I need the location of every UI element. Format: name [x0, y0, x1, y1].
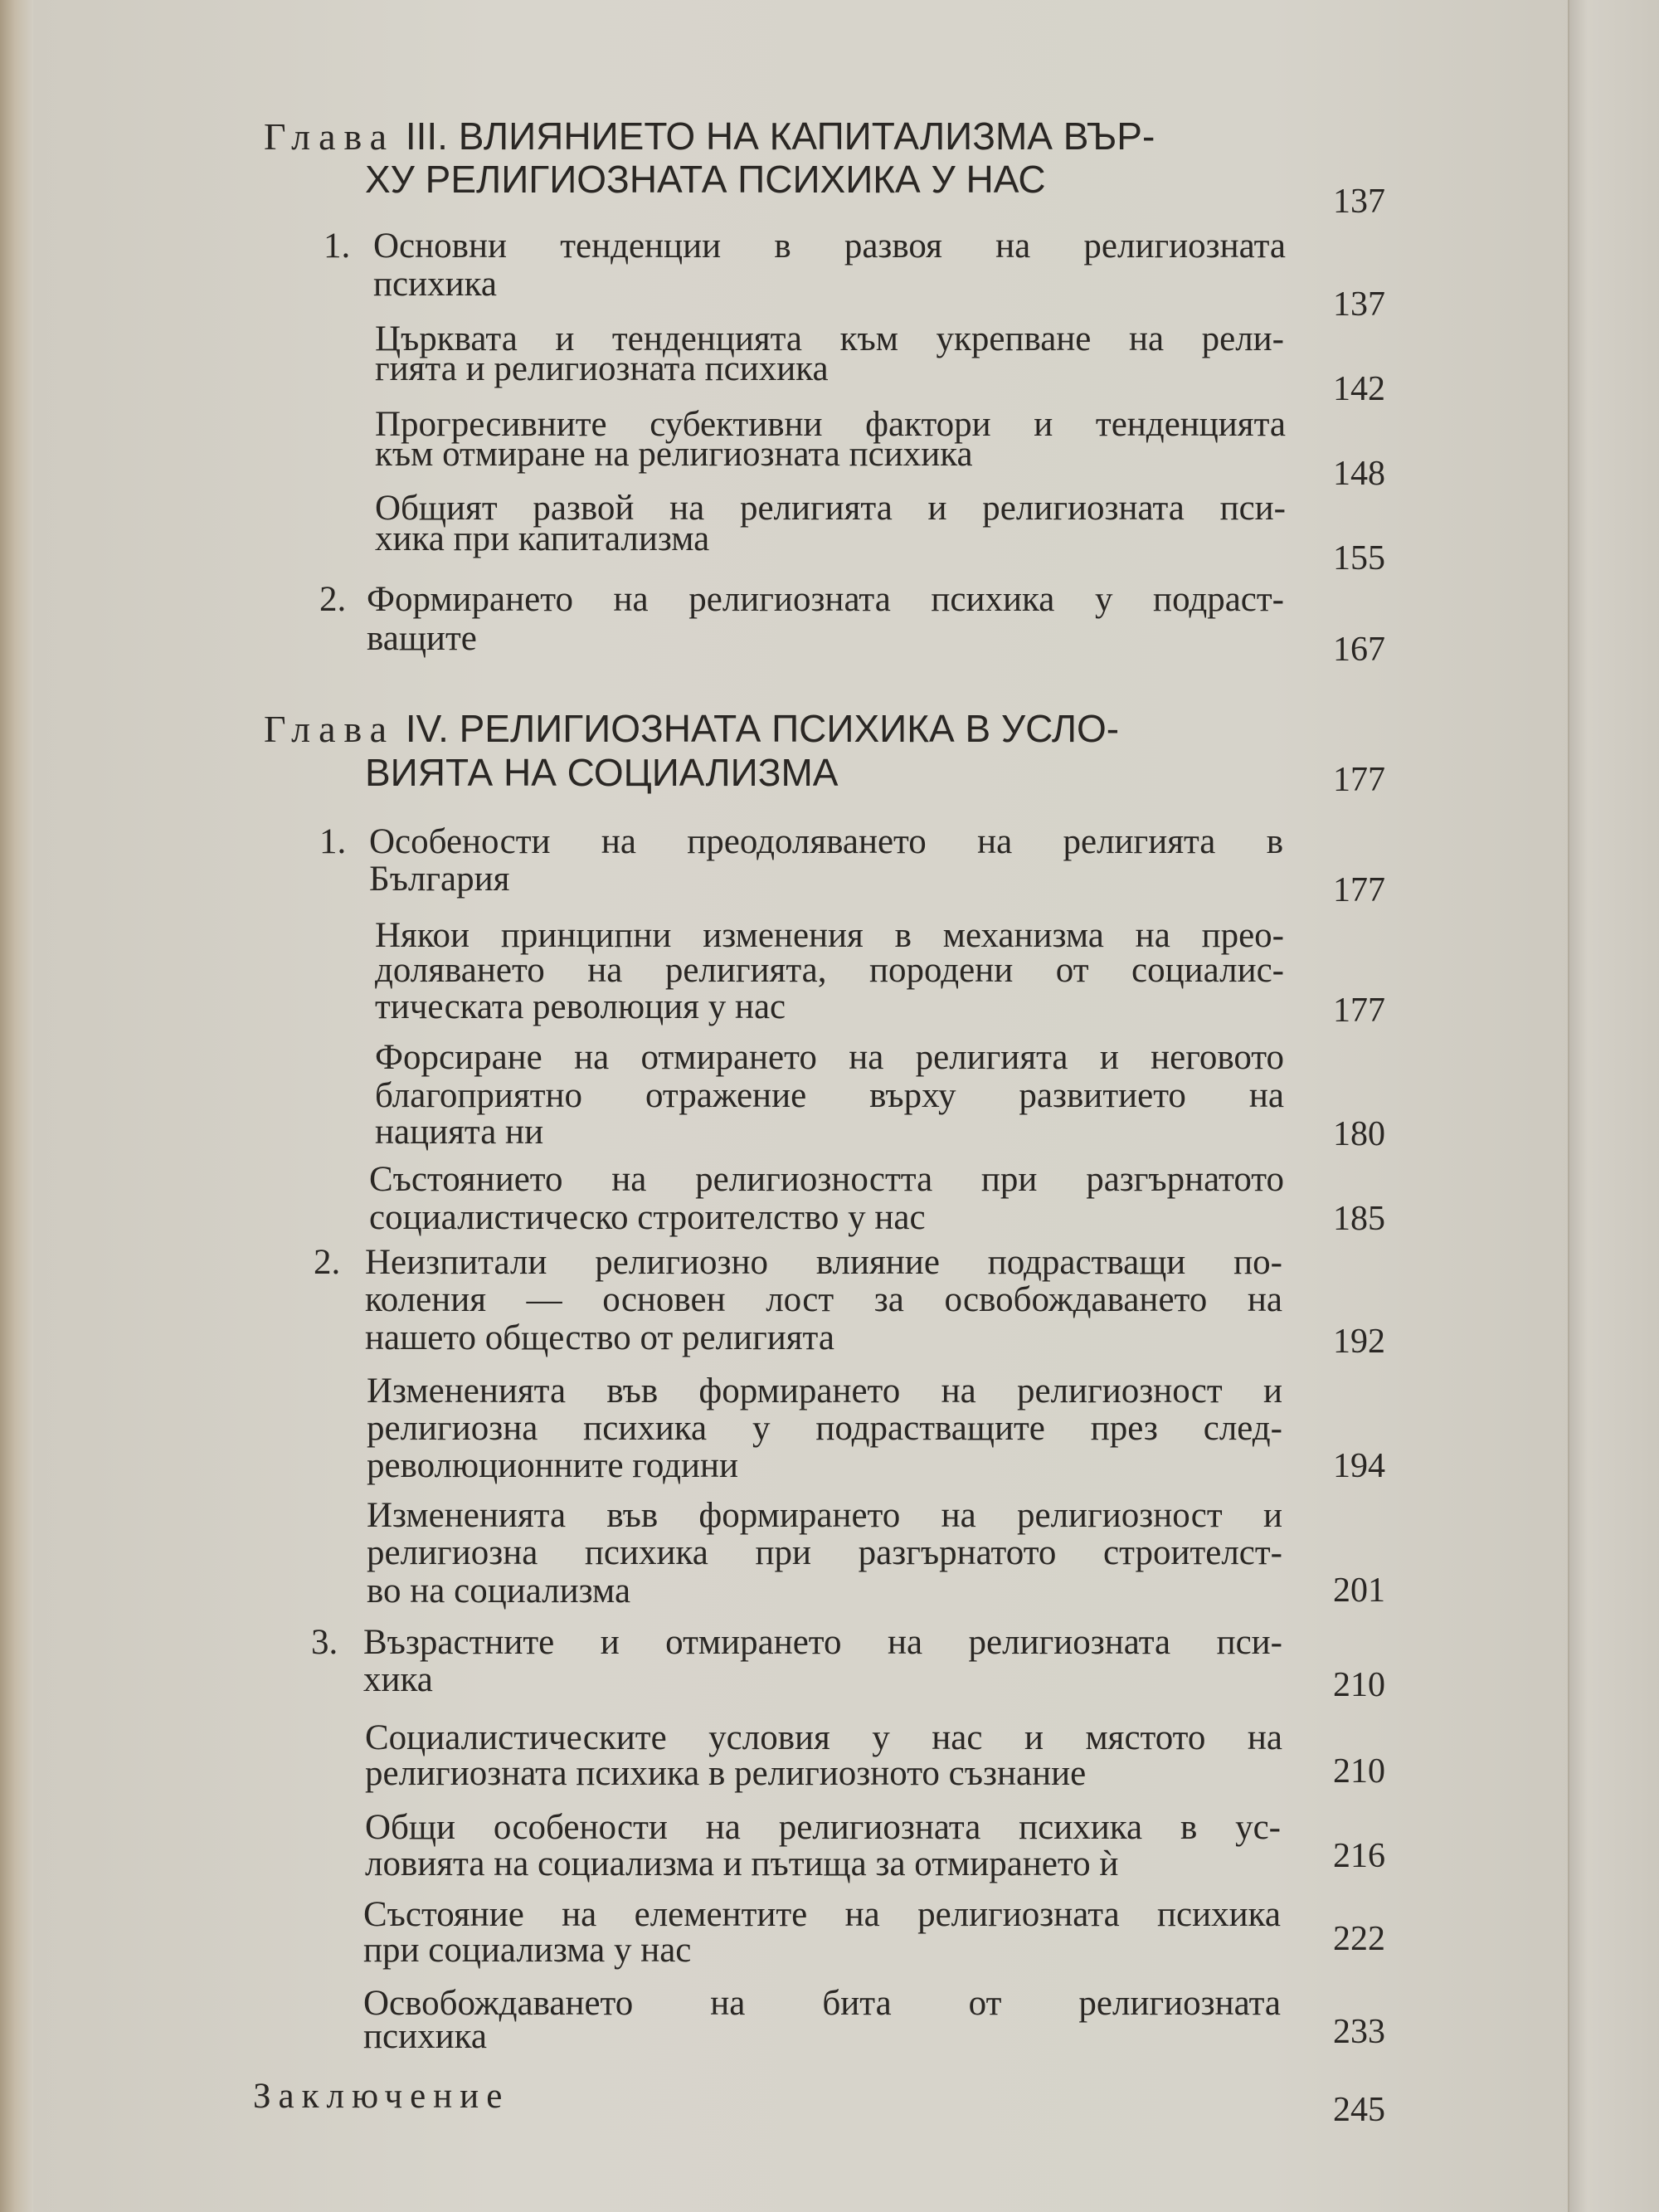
entry-line: хика	[363, 1660, 433, 1699]
entry-page: 155	[1333, 539, 1385, 577]
entry-page: 137	[1333, 285, 1385, 324]
section-number: 2.	[314, 1243, 341, 1282]
chapter-3-page: 137	[1333, 183, 1385, 221]
section-number: 1.	[324, 227, 351, 266]
entry-page: 210	[1333, 1752, 1385, 1791]
entry-line: Прогресивните субективни фактори и тенденцията	[375, 405, 1286, 444]
entry-page: 201	[1333, 1571, 1385, 1610]
entry-line: доляването на религията, породени от социалис-	[375, 951, 1284, 990]
entry-line: гията и религиозната психика	[375, 349, 829, 388]
conclusion-label: Заключение	[253, 2077, 510, 2116]
entry-line: нашето общество от религията	[365, 1318, 834, 1357]
entry-line: социалистическо строителство у нас	[369, 1198, 926, 1237]
entry-line: Особености на преодоляването на религията в	[369, 822, 1283, 861]
entry-line: Измененията във формирането на религиозност и	[367, 1496, 1282, 1535]
entry-line: революционните години	[367, 1446, 739, 1485]
entry-line: Общи особености на религиозната психика в ус-	[365, 1808, 1281, 1847]
chapter-3-title-line-2: ХУ РЕЛИГИОЗНАТА ПСИХИКА У НАС	[365, 158, 1046, 201]
entry-line: религиозна психика у подрастващите през след-	[367, 1409, 1282, 1448]
chapter-4-page: 177	[1333, 761, 1385, 799]
entry-line: во на социализма	[367, 1571, 631, 1610]
chapter-3-title-line-1: Глава III. ВЛИЯНИЕТО НА КАПИТАЛИЗМА ВЪР-	[264, 114, 1155, 158]
entry-page: 180	[1333, 1115, 1385, 1153]
entry-line: ващите	[367, 619, 477, 658]
entry-page: 210	[1333, 1666, 1385, 1704]
entry-page: 192	[1333, 1323, 1385, 1361]
entry-line: ловията на социализма и пътища за отмирането ѝ	[365, 1844, 1119, 1883]
section-number: 1.	[319, 822, 347, 861]
entry-line: религиозна психика при разгърнатото строителст-	[367, 1533, 1282, 1572]
entry-page: 222	[1333, 1920, 1385, 1958]
entry-line: психика	[363, 2017, 487, 2056]
entry-line: Социалистическите условия у нас и мястото на	[365, 1718, 1282, 1757]
entry-line: Състоянието на религиозността при разгърнатото	[369, 1160, 1284, 1199]
entry-line: нацията ни	[375, 1113, 544, 1152]
entry-line: България	[369, 860, 510, 899]
entry-line: Църквата и тенденцията към укрепване на рели-	[375, 319, 1284, 358]
entry-line: Общият развой на религията и религиозната пси-	[375, 489, 1286, 528]
entry-line: Форсиране на отмирането на религията и неговото	[375, 1038, 1284, 1077]
entry-page: 142	[1333, 370, 1385, 408]
section-number: 3.	[311, 1623, 338, 1662]
entry-line: Възрастните и отмирането на религиозната пси-	[363, 1623, 1282, 1662]
entry-page: 148	[1333, 455, 1385, 493]
entry-line: психика	[373, 265, 497, 304]
entry-line: Някои принципни изменения в механизма на прео-	[375, 916, 1284, 955]
entry-page: 177	[1333, 992, 1385, 1030]
entry-line: Освобождаването на бита от религиозната	[363, 1984, 1281, 2023]
entry-page: 167	[1333, 631, 1385, 669]
entry-page: 216	[1333, 1837, 1385, 1875]
entry-page: 177	[1333, 871, 1385, 909]
entry-line: благоприятно отражение върху развитието на	[375, 1076, 1284, 1115]
entry-line: тическата революция у нас	[375, 987, 786, 1026]
entry-line: хика при капитализма	[375, 519, 710, 558]
entry-line: Основни тенденции в развоя на религиозната	[373, 227, 1286, 266]
section-number: 2.	[319, 580, 347, 619]
entry-page: 233	[1333, 2013, 1385, 2051]
chapter-4-title-line-1: Глава IV. РЕЛИГИОЗНАТА ПСИХИКА В УСЛО-	[264, 707, 1120, 750]
entry-page: 194	[1333, 1447, 1385, 1485]
entry-line: религиозната психика в религиозното съзнание	[365, 1754, 1087, 1793]
conclusion-page: 245	[1333, 2091, 1385, 2129]
entry-line: към отмиране на религиозната психика	[375, 435, 973, 474]
entry-line: Състояние на елементите на религиозната психика	[363, 1895, 1281, 1934]
entry-line: коления — основен лост за освобождаването на	[365, 1280, 1282, 1319]
entry-line: Измененията във формирането на религиозност и	[367, 1372, 1282, 1411]
chapter-4-title-line-2: ВИЯТА НА СОЦИАЛИЗМА	[365, 751, 839, 794]
entry-page: 185	[1333, 1200, 1385, 1238]
entry-line: Неизпитали религиозно влияние подрастващи по-	[365, 1243, 1282, 1282]
entry-line: при социализма у нас	[363, 1931, 692, 1970]
entry-line: Формирането на религиозната психика у подраст-	[367, 580, 1284, 619]
